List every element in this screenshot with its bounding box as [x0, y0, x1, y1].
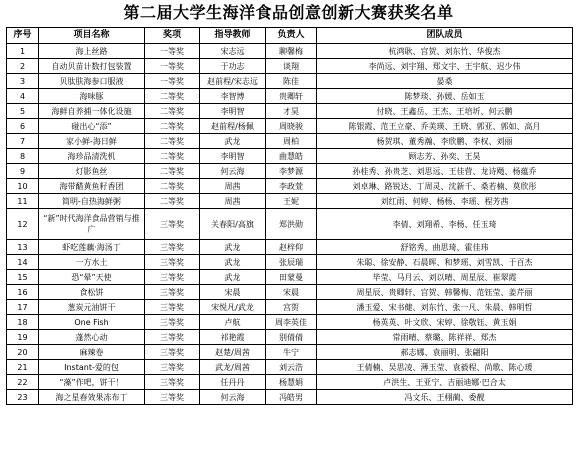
row-project: “新”时代海洋食品营销与推广 [39, 209, 145, 240]
row-award: 三等奖 [145, 330, 200, 345]
row-members: 毕莹、马月云、刘以晴、周星辰、崔翠霞 [317, 270, 573, 285]
table-row [7, 134, 573, 149]
row-leader: 谈翔 [266, 59, 317, 74]
row-leader: 田蒙曼 [266, 270, 317, 285]
row-members: 李倩、刘翔希、李杨、任玉琦 [317, 209, 573, 240]
row-project: 海带醋黄鱼籽香团 [39, 179, 145, 194]
row-no: 5 [7, 104, 39, 119]
row-award: 三等奖 [145, 315, 200, 330]
row-members: 舒铭秀、曲思琦、霍佳玮 [317, 240, 573, 255]
table-row [7, 360, 573, 375]
row-leader: 王妮 [266, 194, 317, 209]
row-leader: 聊馨梅 [266, 44, 317, 59]
row-no: 10 [7, 179, 39, 194]
row-members: 朱聪、徐安静、石晨晖、和梦瑶、刘雪凯、于百杰 [317, 255, 573, 270]
table-row [7, 300, 573, 315]
row-advisor: 卢航 [200, 315, 266, 330]
row-award: 三等奖 [145, 390, 200, 405]
row-advisor: 宋晨 [200, 285, 266, 300]
document-title: 第二届大学生海洋食品创意创新大赛获奖名单 [123, 3, 454, 22]
column-header-no: 序号 [7, 28, 39, 44]
table-row [7, 240, 573, 255]
row-members: 杨英英、叶文欣、宋婷、徐敬钰、黄玉娟 [317, 315, 573, 330]
row-award: 三等奖 [145, 285, 200, 300]
row-leader: 刘云浩 [266, 360, 317, 375]
row-award: 二等奖 [145, 89, 200, 104]
row-advisor: 宋志远 [200, 44, 266, 59]
row-leader: 宋晨 [266, 285, 317, 300]
row-advisor: 关春阳/高旗 [200, 209, 266, 240]
row-leader: 宫贺 [266, 300, 317, 315]
row-project: 麻辣卷 [39, 345, 145, 360]
row-leader: 李政萱 [266, 179, 317, 194]
row-award: 三等奖 [145, 300, 200, 315]
table-row [7, 164, 573, 179]
row-no: 20 [7, 345, 39, 360]
row-no: 19 [7, 330, 39, 345]
table-row [7, 390, 573, 405]
row-advisor: 何云海 [200, 390, 266, 405]
row-project: 碰出心“添” [39, 119, 145, 134]
row-no: 15 [7, 270, 39, 285]
row-members: 付晓、王鑫岳、王杰、王培圻、何云鹏 [317, 104, 573, 119]
row-project: 贝肽肤海参口服液 [39, 74, 145, 89]
table-row [7, 209, 573, 240]
row-award: 一等奖 [145, 44, 200, 59]
row-project: Instant-爱的包 [39, 360, 145, 375]
row-project: 海鲜自养捕一体化设施 [39, 104, 145, 119]
row-project: 海珍品清洗机 [39, 149, 145, 164]
row-project: 葱炭元油饼干 [39, 300, 145, 315]
award-table [6, 27, 573, 405]
row-no: 17 [7, 300, 39, 315]
row-project: 简明-自热海鲜粥 [39, 194, 145, 209]
table-row [7, 255, 573, 270]
column-header-project: 项目名称 [39, 28, 145, 44]
row-award: 三等奖 [145, 270, 200, 285]
row-project: 恐“晕”天使 [39, 270, 145, 285]
row-no: 7 [7, 134, 39, 149]
row-award: 三等奖 [145, 240, 200, 255]
table-row [7, 149, 573, 164]
row-project: 蓬然心动 [39, 330, 145, 345]
row-award: 二等奖 [145, 104, 200, 119]
row-members: 刘红雨、何婷、杨杨、李瑶、程芳茜 [317, 194, 573, 209]
row-award: 二等奖 [145, 194, 200, 209]
row-leader: 才昊 [266, 104, 317, 119]
row-project: 家小鲜-海日鲜 [39, 134, 145, 149]
table-row [7, 375, 573, 390]
row-members: 杭鸿耿、宫贺、刘东竹、华俊杰 [317, 44, 573, 59]
row-leader: 周李英佳 [266, 315, 317, 330]
row-members: 李尚远、刘宇翔、郑文宇、王宇航、迟少伟 [317, 59, 573, 74]
row-advisor: 武龙 [200, 270, 266, 285]
row-award: 三等奖 [145, 345, 200, 360]
column-header-members: 团队成员 [317, 28, 573, 44]
row-members: 杨贺琪、董秀瀚、李欣鹏、李权、刘丽 [317, 134, 573, 149]
row-advisor: 李明智 [200, 149, 266, 164]
row-award: 三等奖 [145, 375, 200, 390]
table-row [7, 270, 573, 285]
row-advisor: 李智博 [200, 89, 266, 104]
row-no: 23 [7, 390, 39, 405]
row-leader: 周柏 [266, 134, 317, 149]
row-advisor: 任丹丹 [200, 375, 266, 390]
column-header-award: 奖项 [145, 28, 200, 44]
table-row [7, 89, 573, 104]
row-award: 二等奖 [145, 149, 200, 164]
table-row [7, 179, 573, 194]
table-row [7, 104, 573, 119]
row-award: 二等奖 [145, 119, 200, 134]
row-no: 16 [7, 285, 39, 300]
row-no: 21 [7, 360, 39, 375]
row-members: 陈银霞、范王立豪、乔美瑛、王晓、郭亚、郭如、高月 [317, 119, 573, 134]
row-members: 顾志芳、孙奕、王昊 [317, 149, 573, 164]
row-advisor: 祁艳霞 [200, 330, 266, 345]
table-row [7, 59, 573, 74]
row-members: 晏桑 [317, 74, 573, 89]
row-advisor: 周茜 [200, 194, 266, 209]
row-advisor: 宋悦凡/武龙 [200, 300, 266, 315]
row-award: 二等奖 [145, 134, 200, 149]
row-leader: 贵卿轩 [266, 89, 317, 104]
row-members: 刘卓琳、路锐达、丁周灵、沈新千、桑若楠、莫欣彤 [317, 179, 573, 194]
row-members: 卢洪生、王亚宁、吉丽迪娜·巴合太 [317, 375, 573, 390]
row-award: 三等奖 [145, 209, 200, 240]
row-project: “藻”作吧，饼干！ [39, 375, 145, 390]
row-project: 海上丝路 [39, 44, 145, 59]
table-row [7, 194, 573, 209]
row-advisor: 武龙/周茜 [200, 360, 266, 375]
row-award: 一等奖 [145, 74, 200, 89]
row-leader: 郑洪勋 [266, 209, 317, 240]
row-advisor: 李明智 [200, 104, 266, 119]
row-advisor: 何云海 [200, 164, 266, 179]
row-project: 海之星春效果冻布丁 [39, 390, 145, 405]
table-row [7, 345, 573, 360]
row-project: 海味豚 [39, 89, 145, 104]
row-no: 22 [7, 375, 39, 390]
row-advisor: 武龙 [200, 134, 266, 149]
row-project: 自动贝苗计数打包装置 [39, 59, 145, 74]
row-leader: 杨慧娟 [266, 375, 317, 390]
column-header-advisor: 指导教师 [200, 28, 266, 44]
row-members: 周星辰、贵卿轩、宫贺、韩馨梅、范钰莹、姜芹丽 [317, 285, 573, 300]
row-leader: 李梦源 [266, 164, 317, 179]
row-leader: 冯皓男 [266, 390, 317, 405]
row-leader: 周晓骏 [266, 119, 317, 134]
row-award: 二等奖 [145, 179, 200, 194]
table-header-row [7, 28, 573, 44]
row-leader: 赵梓仰 [266, 240, 317, 255]
row-no: 12 [7, 209, 39, 240]
table-row [7, 74, 573, 89]
table-row [7, 315, 573, 330]
row-advisor: 赵楚/周茜 [200, 345, 266, 360]
row-advisor: 赵前程/杨佩 [200, 119, 266, 134]
table-row [7, 44, 573, 59]
row-no: 1 [7, 44, 39, 59]
row-members: 陈梦琰、孙媛、岳如玉 [317, 89, 573, 104]
row-leader: 牛宁 [266, 345, 317, 360]
row-no: 6 [7, 119, 39, 134]
row-members: 冯文乐、王栩蔺、委靓 [317, 390, 573, 405]
row-leader: 陈佳 [266, 74, 317, 89]
row-leader: 别倩倩 [266, 330, 317, 345]
table-row [7, 285, 573, 300]
row-no: 2 [7, 59, 39, 74]
row-award: 二等奖 [145, 164, 200, 179]
row-leader: 张辰瑞 [266, 255, 317, 270]
row-project: 虾吃莲藕·海汤丁 [39, 240, 145, 255]
row-leader: 曲慧皓 [266, 149, 317, 164]
row-members: 王倩楠、吴思凌、薄玉莹、袁毅程、尚歌、陈心瑗 [317, 360, 573, 375]
row-advisor: 武龙 [200, 240, 266, 255]
table-row [7, 330, 573, 345]
row-award: 三等奖 [145, 360, 200, 375]
row-no: 8 [7, 149, 39, 164]
row-members: 常雨晴、蔡璐、陈祥祥、郑杰 [317, 330, 573, 345]
row-award: 一等奖 [145, 59, 200, 74]
row-project: 灯影鱼丝 [39, 164, 145, 179]
row-members: 潘玉爱、宋书健、刘东竹、张一凡、朱晨、韩明哲 [317, 300, 573, 315]
row-no: 11 [7, 194, 39, 209]
row-project: 食松饼 [39, 285, 145, 300]
row-no: 4 [7, 89, 39, 104]
row-no: 3 [7, 74, 39, 89]
row-advisor: 周茜 [200, 179, 266, 194]
row-advisor: 赵前程/宋志远 [200, 74, 266, 89]
row-advisor: 武龙 [200, 255, 266, 270]
row-no: 13 [7, 240, 39, 255]
row-no: 14 [7, 255, 39, 270]
row-members: 孙桂秀、孙贵芝、刘思远、王佳营、龙诗飏、杨蕴乔 [317, 164, 573, 179]
row-no: 18 [7, 315, 39, 330]
row-project: 一方水土 [39, 255, 145, 270]
row-members: 郝志娜、袁丽明、张翩阳 [317, 345, 573, 360]
row-no: 9 [7, 164, 39, 179]
column-header-leader: 负责人 [266, 28, 317, 44]
row-advisor: 于功志 [200, 59, 266, 74]
row-award: 三等奖 [145, 255, 200, 270]
table-row [7, 119, 573, 134]
row-project: One Fish [39, 315, 145, 330]
